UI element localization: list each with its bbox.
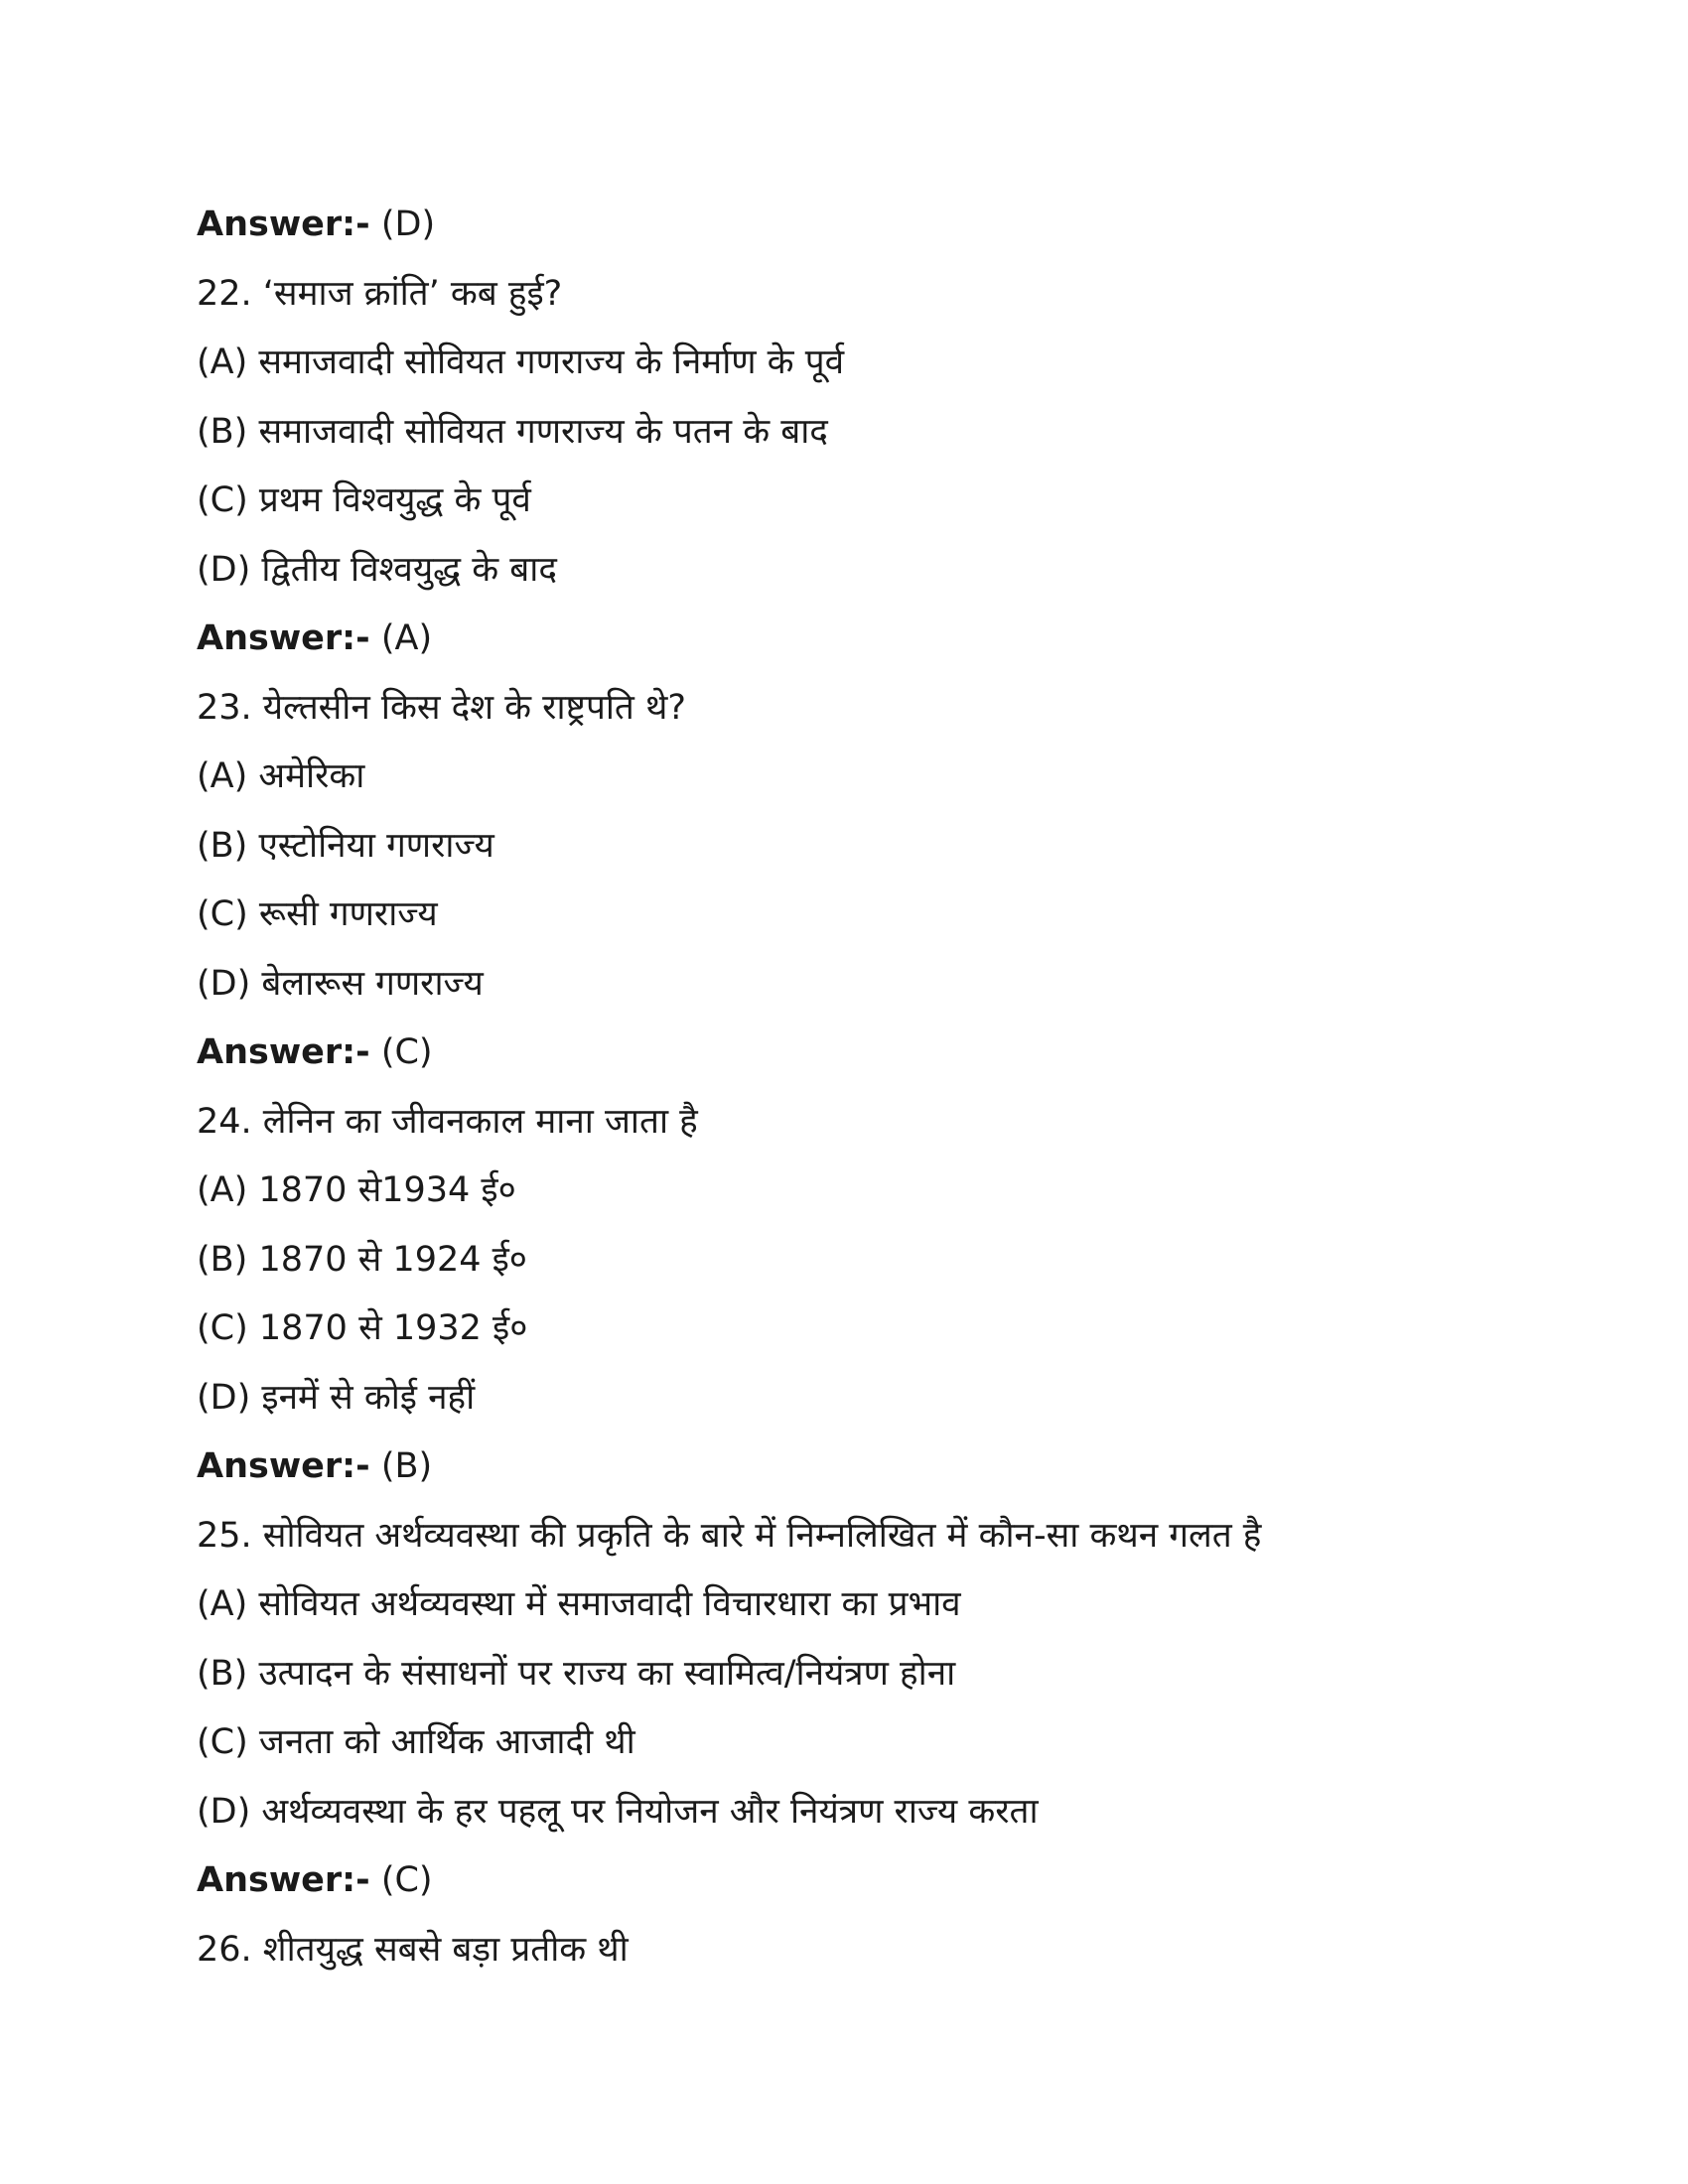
option-d: (D) इनमें से कोई नहीं xyxy=(197,1377,476,1418)
question-text: 25. सोवियत अर्थव्यवस्था की प्रकृति के बारे में निम्नलिखित में कौन-सा कथन गलत है xyxy=(197,1515,1262,1556)
answer-label: Answer:- xyxy=(197,1446,370,1486)
option-d: (D) अर्थव्यवस्था के हर पहलू पर नियोजन और नियंत्रण राज्य करता xyxy=(197,1791,1039,1832)
answer-line xyxy=(197,1850,1587,1920)
question-text: 22. ‘समाज क्रांति’ कब हुई? xyxy=(197,273,563,314)
question-text: 26. शीतयुद्ध सबसे बड़ा प्रतीक थी xyxy=(197,1929,629,1970)
answer-label: Answer:- xyxy=(197,205,370,244)
question-text: 24. लेनिन का जीवनकाल माना जाता है xyxy=(197,1101,698,1142)
option-c: (C) 1870 से 1932 ई० xyxy=(197,1308,528,1348)
answer-line xyxy=(197,195,1587,264)
option-a: (A) अमेरिका xyxy=(197,756,365,796)
option-a: (A) सोवियत अर्थव्यवस्था में समाजवादी विचारधारा का प्रभाव xyxy=(197,1584,961,1624)
answer-value: (D) xyxy=(380,205,436,244)
document-content xyxy=(197,195,1587,1988)
answer-value: (C) xyxy=(380,1860,433,1900)
option-d: (D) द्वितीय विश्वयुद्ध के बाद xyxy=(197,549,557,590)
option-c: (C) रूसी गणराज्य xyxy=(197,894,438,934)
answer-value: (A) xyxy=(380,618,433,658)
option-c: (C) जनता को आर्थिक आजादी थी xyxy=(197,1722,635,1762)
option-b: (B) 1870 से 1924 ई० xyxy=(197,1239,528,1280)
answer-value: (C) xyxy=(380,1032,433,1072)
answer-label: Answer:- xyxy=(197,1860,370,1900)
answer-line xyxy=(197,1436,1587,1506)
answer-label: Answer:- xyxy=(197,1032,370,1072)
question-text: 23. येल्तसीन किस देश के राष्ट्रपति थे? xyxy=(197,687,686,728)
answer-line xyxy=(197,609,1587,678)
answer-value: (B) xyxy=(380,1446,433,1486)
option-b: (B) एस्टोनिया गणराज्य xyxy=(197,825,494,866)
answer-label: Answer:- xyxy=(197,618,370,658)
option-b: (B) समाजवादी सोवियत गणराज्य के पतन के बाद xyxy=(197,411,828,452)
answer-line xyxy=(197,1023,1587,1092)
option-c: (C) प्रथम विश्वयुद्ध के पूर्व xyxy=(197,480,531,520)
option-d: (D) बेलारूस गणराज्य xyxy=(197,963,484,1004)
option-a: (A) समाजवादी सोवियत गणराज्य के निर्माण के पूर्व xyxy=(197,342,845,382)
option-a: (A) 1870 से1934 ई० xyxy=(197,1170,516,1210)
option-b: (B) उत्पादन के संसाधनों पर राज्य का स्वामित्व/नियंत्रण होना xyxy=(197,1653,956,1694)
